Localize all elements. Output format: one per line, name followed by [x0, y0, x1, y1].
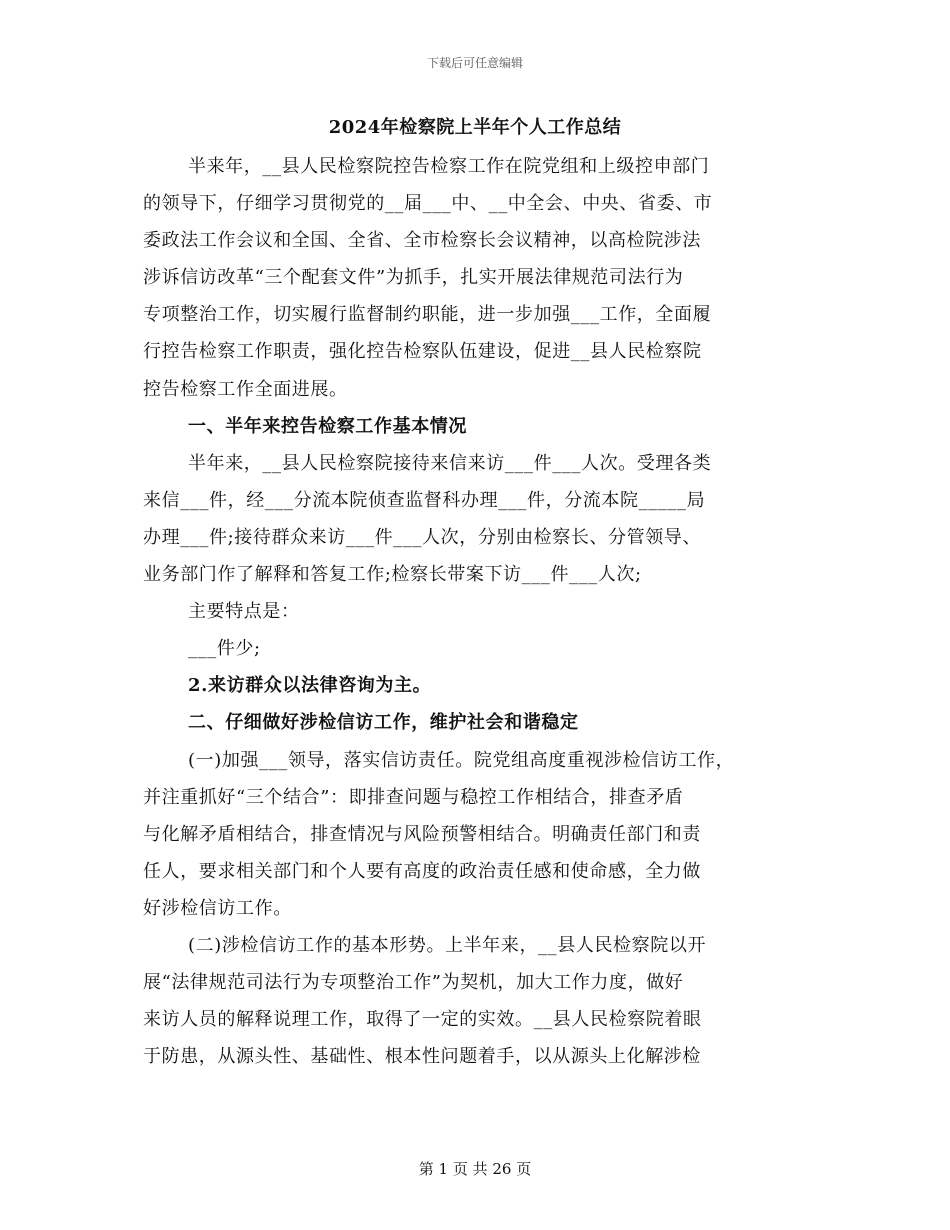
paragraph-line: 半年来，__县人民检察院接待来信来访___件___人次。受理各类: [188, 452, 712, 474]
paragraph-line: 的领导下，仔细学习贯彻党的__届___中、__中全会、中央、省委、市: [143, 193, 713, 215]
paragraph-line: 行控告检察工作职责，强化控告检察队伍建设，促进__县人民检察院: [143, 341, 702, 363]
paragraph-line: ___件少;: [188, 638, 261, 660]
subsection-heading: 2.来访群众以法律咨询为主。: [188, 675, 432, 697]
paragraph-line: 于防患，从源头性、基础性、根本性问题着手，以从源头上化解涉检: [143, 1046, 701, 1068]
paragraph-line: 委政法工作会议和全国、全省、全市检察长会议精神，以高检院涉法: [143, 230, 701, 252]
document-body: [143, 148, 825, 1075]
paragraph-line: 办理___件;接待群众来访___件___人次，分别由检察长、分管领导、: [143, 526, 702, 548]
paragraph-line: 来信___件，经___分流本院侦查监督科办理___件，分流本院_____局: [143, 489, 706, 511]
paragraph-line: 专项整治工作，切实履行监督制约职能，进一步加强___工作，全面履: [143, 304, 712, 326]
paragraph-line: (一)加强___领导，落实信访责任。院党组高度重视涉检信访工作，: [188, 749, 735, 771]
paragraph-line: 业务部门作了解释和答复工作;检察长带案下访___件___人次;: [143, 564, 642, 586]
document-title: 2024年检察院上半年个人工作总结: [328, 117, 622, 138]
paragraph-line: 并注重抓好“三个结合”：即排查问题与稳控工作相结合，排查矛盾: [143, 786, 684, 808]
paragraph-line: 来访人员的解释说理工作，取得了一定的实效。__县人民检察院着眼: [143, 1009, 702, 1031]
page-number: 第 1 页 共 26 页: [418, 1160, 532, 1178]
section-heading: 二、仔细做好涉检信访工作，维护社会和谐稳定: [188, 712, 579, 734]
paragraph-line: 与化解矛盾相结合，排查情况与风险预警相结合。明确责任部门和责: [143, 823, 701, 845]
paragraph-line: 主要特点是：: [188, 601, 300, 623]
paragraph-line: 好涉检信访工作。: [143, 897, 292, 919]
section-heading: 一、半年来控告检察工作基本情况: [188, 415, 467, 437]
page-header-note: 下载后可任意编辑: [426, 56, 523, 70]
paragraph-line: 控告检察工作全面进展。: [143, 378, 348, 400]
paragraph-line: 涉诉信访改革“三个配套文件”为抓手，扎实开展法律规范司法行为: [143, 267, 684, 289]
paragraph-line: (二)涉检信访工作的基本形势。上半年来，__县人民检察院以开: [188, 934, 707, 956]
paragraph-line: 半来年，__县人民检察院控告检察工作在院党组和上级控申部门: [188, 156, 710, 177]
paragraph-line: 任人，要求相关部门和个人要有高度的政治责任感和使命感，全力做: [143, 860, 701, 882]
paragraph-line: 展“法律规范司法行为专项整治工作”为契机，加大工作力度，做好: [143, 972, 684, 994]
